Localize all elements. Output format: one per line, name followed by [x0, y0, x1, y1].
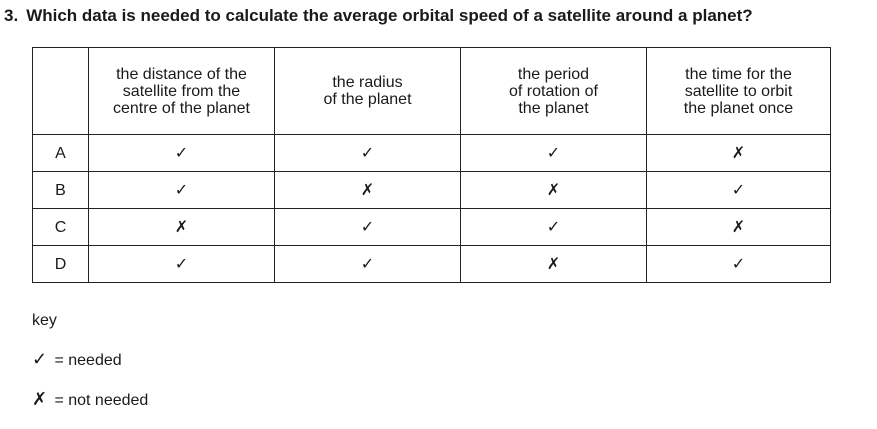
option-row-b — [33, 172, 831, 209]
mark-cell: ✗ — [275, 172, 461, 209]
header-line: the time for the — [685, 65, 792, 83]
option-row-c — [33, 209, 831, 246]
mark-cell: ✓ — [275, 135, 461, 172]
header-period — [461, 48, 647, 135]
mark-cell: ✗ — [461, 246, 647, 283]
header-orbit-time — [647, 48, 831, 135]
mark-cell: ✗ — [461, 172, 647, 209]
mark-cell: ✗ — [647, 209, 831, 246]
question-number: 3. — [4, 6, 19, 25]
corner-cell — [33, 48, 89, 135]
option-row-d — [33, 246, 831, 283]
option-label: A — [33, 135, 89, 172]
mark-cell: ✓ — [461, 209, 647, 246]
key-needed — [32, 349, 148, 369]
key-needed-text: = needed — [54, 352, 122, 369]
header-line: the planet — [518, 99, 589, 117]
key-not-needed — [32, 389, 148, 409]
option-label: C — [33, 209, 89, 246]
mark-cell: ✓ — [275, 246, 461, 283]
mark-cell: ✓ — [647, 246, 831, 283]
mark-cell: ✓ — [89, 135, 275, 172]
header-row — [33, 48, 831, 135]
header-radius — [275, 48, 461, 135]
header-line: of the planet — [323, 91, 412, 108]
answer-table — [32, 47, 831, 283]
key-not-needed-text: = not needed — [54, 392, 149, 409]
option-label: D — [33, 246, 89, 283]
mark-cell: ✓ — [647, 172, 831, 209]
key-title: key — [32, 312, 57, 329]
header-line: satellite to orbit — [684, 82, 793, 100]
header-line: centre of the planet — [113, 99, 250, 117]
mark-cell: ✓ — [89, 172, 275, 209]
mark-cell: ✓ — [275, 209, 461, 246]
header-line: satellite from the — [122, 82, 241, 100]
header-line: the period — [517, 65, 590, 83]
option-label: B — [33, 172, 89, 209]
header-line: of rotation of — [509, 82, 598, 100]
mark-cell: ✓ — [461, 135, 647, 172]
key-legend — [32, 312, 148, 429]
mark-cell: ✓ — [89, 246, 275, 283]
cross-icon: ✗ — [32, 389, 48, 409]
question-text: Which data is needed to calculate the average orbital speed of a satellite around a planet? — [26, 6, 753, 25]
header-distance — [89, 48, 275, 135]
question — [4, 6, 753, 26]
header-line: the distance of the — [116, 65, 247, 83]
mark-cell: ✗ — [647, 135, 831, 172]
check-icon: ✓ — [32, 349, 48, 369]
header-line: the radius — [332, 74, 403, 91]
option-row-a — [33, 135, 831, 172]
header-line: the planet once — [683, 99, 794, 117]
mark-cell: ✗ — [89, 209, 275, 246]
